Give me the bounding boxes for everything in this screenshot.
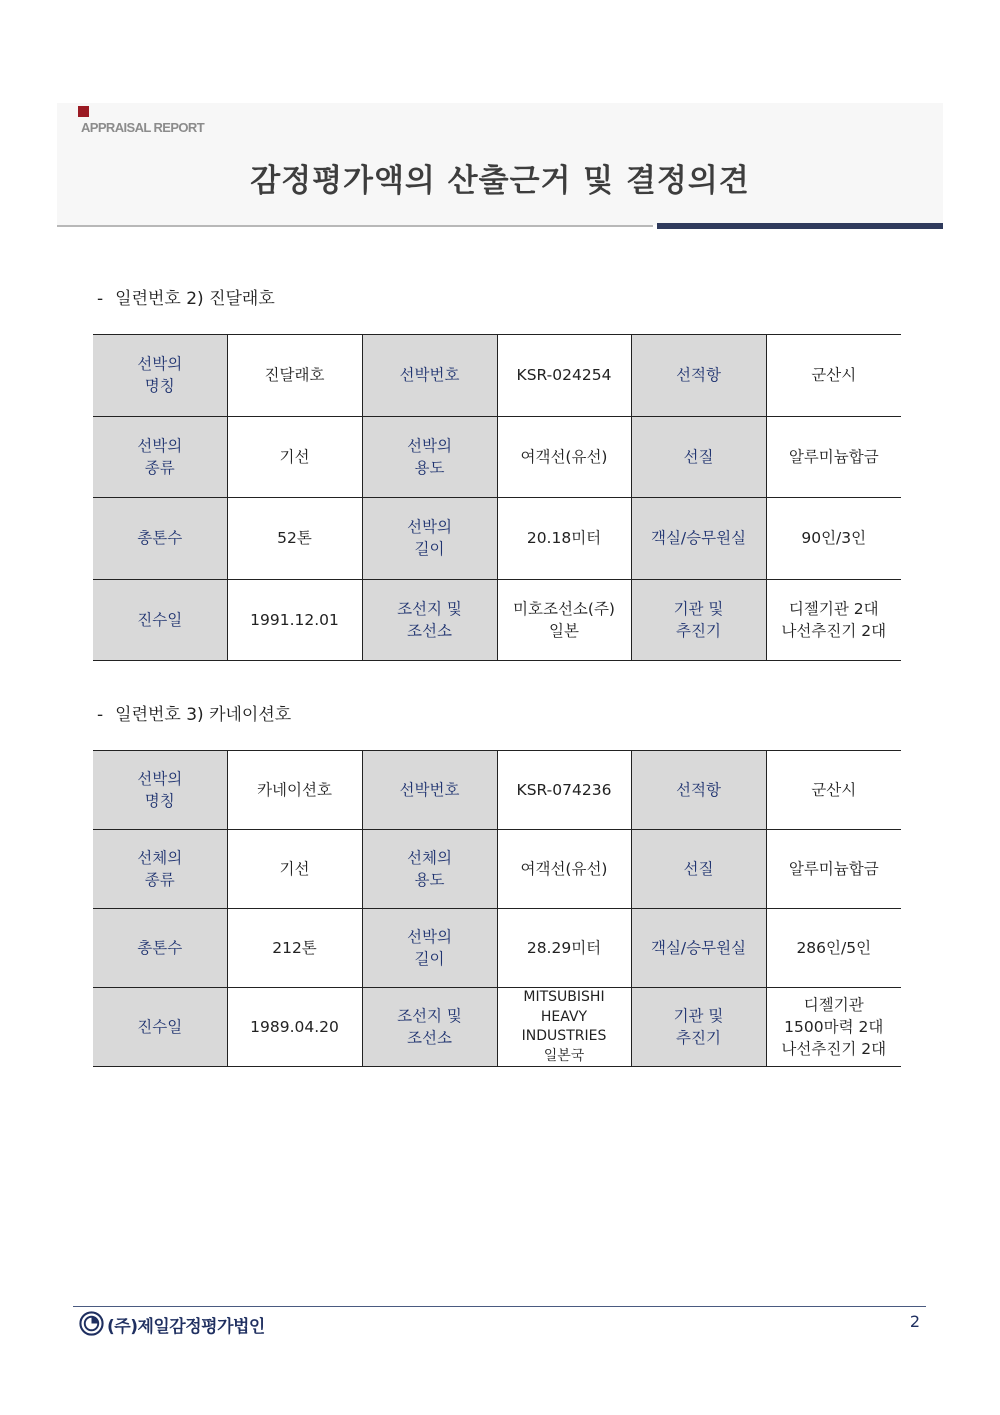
value-cell: 1989.04.20: [227, 988, 362, 1067]
value-cell: 여객선(유선): [497, 416, 631, 498]
label-cell: 진수일: [93, 988, 227, 1067]
value-cell: 카네이션호: [227, 751, 362, 830]
value-cell: 군산시: [766, 335, 901, 417]
value-cell: 디젤기관 1500마력 2대 나선추진기 2대: [766, 988, 901, 1067]
label-cell: 기관 및 추진기: [631, 579, 766, 661]
section-title: 일련번호 3) 카네이션호: [115, 705, 292, 725]
value-cell: 군산시: [766, 751, 901, 830]
label-cell: 진수일: [93, 579, 227, 661]
table-row: [93, 909, 901, 988]
value-cell: KSR-074236: [497, 751, 631, 830]
value-cell: 알루미늄합금: [766, 830, 901, 909]
label-cell: 총톤수: [93, 909, 227, 988]
label-cell: 객실/승무원실: [631, 498, 766, 580]
label-cell: 조선지 및 조선소: [362, 988, 497, 1067]
company-name: (주)제일감정평가법인: [107, 1317, 265, 1337]
ship-table-3: [93, 750, 901, 1067]
label-cell: 선박의 길이: [362, 498, 497, 580]
value-cell: 90인/3인: [766, 498, 901, 580]
label-cell: 기관 및 추진기: [631, 988, 766, 1067]
value-cell: 28.29미터: [497, 909, 631, 988]
table-row: [93, 579, 901, 661]
value-cell: 알루미늄합금: [766, 416, 901, 498]
value-cell: 기선: [227, 830, 362, 909]
section-label-3: [97, 700, 291, 725]
label-cell: 조선지 및 조선소: [362, 579, 497, 661]
value-cell: MITSUBISHI HEAVY INDUSTRIES 일본국: [497, 988, 631, 1067]
value-cell: 1991.12.01: [227, 579, 362, 661]
ship-table-2: [93, 334, 901, 661]
label-cell: 선체의 용도: [362, 830, 497, 909]
label-cell: 선박의 길이: [362, 909, 497, 988]
section-label-2: [97, 284, 275, 309]
value-cell: 진달래호: [227, 335, 362, 417]
header-rule-thin: [57, 225, 653, 227]
label-cell: 객실/승무원실: [631, 909, 766, 988]
value-cell: KSR-024254: [497, 335, 631, 417]
table-row: [93, 830, 901, 909]
value-cell: 미호조선소(주) 일본: [497, 579, 631, 661]
value-cell: 212톤: [227, 909, 362, 988]
label-cell: 선체의 종류: [93, 830, 227, 909]
accent-square: [78, 106, 89, 117]
label-cell: 선질: [631, 416, 766, 498]
page-number: 2: [909, 1312, 920, 1331]
label-cell: 총톤수: [93, 498, 227, 580]
label-cell: 선적항: [631, 335, 766, 417]
table-row: [93, 416, 901, 498]
label-cell: 선박번호: [362, 335, 497, 417]
value-cell: 20.18미터: [497, 498, 631, 580]
label-cell: 선박의 명칭: [93, 751, 227, 830]
section-title: 일련번호 2) 진달래호: [115, 289, 275, 309]
value-cell: 디젤기관 2대 나선추진기 2대: [766, 579, 901, 661]
label-cell: 선박의 용도: [362, 416, 497, 498]
value-cell: 기선: [227, 416, 362, 498]
table-row: [93, 988, 901, 1067]
value-cell: 52톤: [227, 498, 362, 580]
section-dash: -: [97, 289, 104, 309]
header-rule-thick: [657, 223, 943, 229]
label-cell: 선적항: [631, 751, 766, 830]
footer-rule: [73, 1306, 926, 1307]
page-title: 감정평가액의 산출근거 및 결정의견: [250, 163, 750, 199]
value-cell: 여객선(유선): [497, 830, 631, 909]
value-cell: 286인/5인: [766, 909, 901, 988]
company-logo-icon: [79, 1311, 104, 1336]
table-row: [93, 751, 901, 830]
table-row: [93, 498, 901, 580]
section-dash: -: [97, 705, 104, 725]
label-cell: 선박의 명칭: [93, 335, 227, 417]
report-label: APPRAISAL REPORT: [81, 120, 205, 135]
label-cell: 선박의 종류: [93, 416, 227, 498]
label-cell: 선질: [631, 830, 766, 909]
label-cell: 선박번호: [362, 751, 497, 830]
table-row: [93, 335, 901, 417]
